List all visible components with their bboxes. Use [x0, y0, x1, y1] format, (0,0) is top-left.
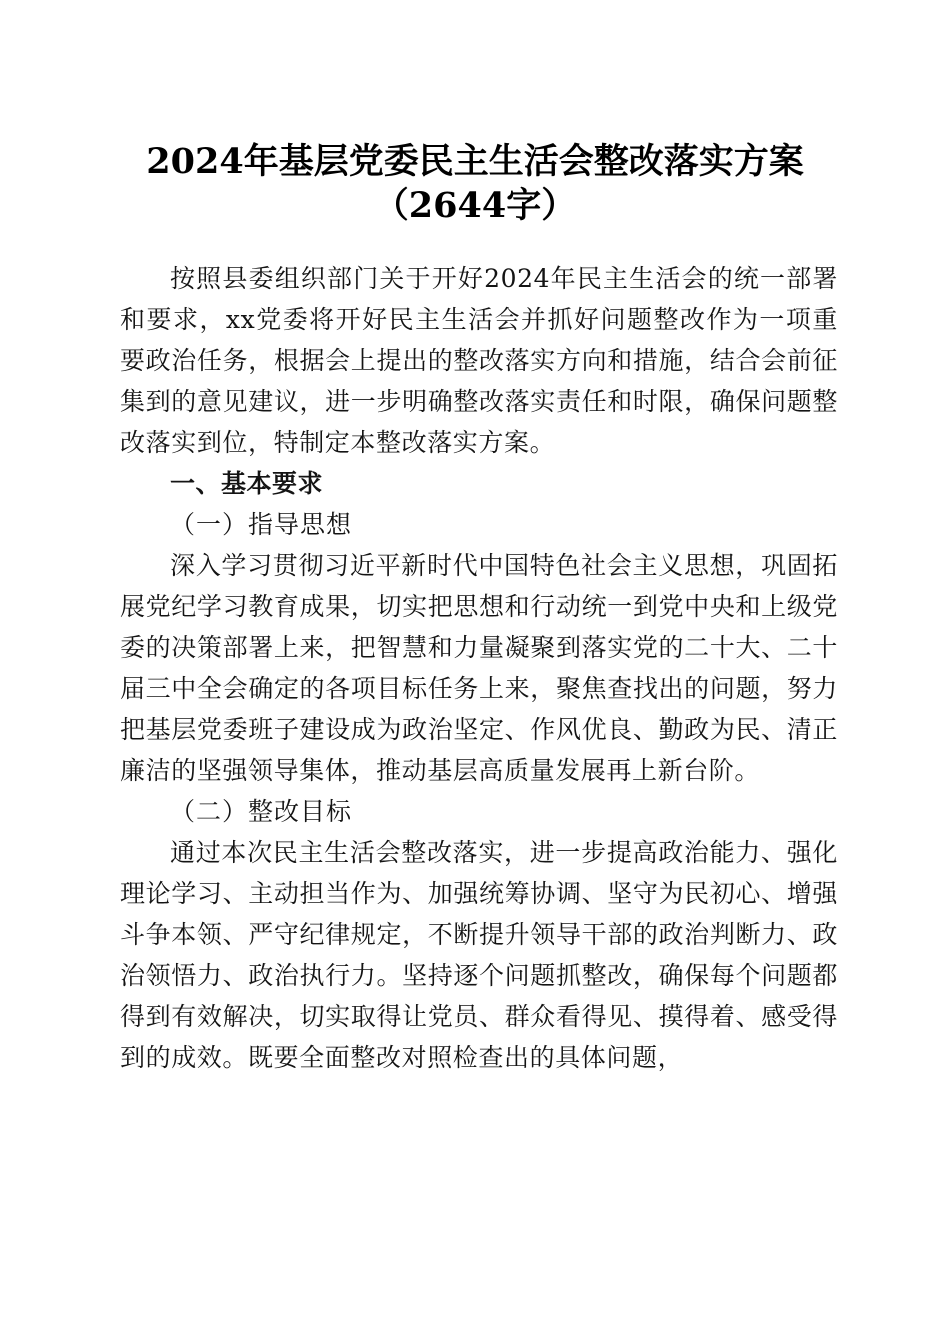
document-title — [0, 140, 950, 228]
guiding-thought-paragraph: 深入学习贯彻习近平新时代中国特色社会主义思想，巩固拓展党纪学习教育成果，切实把思想和行动统一到党中央和上级党委的决策部署上来，把智慧和力量凝聚到落实党的二十大、二十届三中全会确定的各项目标任务上来，聚焦查找出的问题，努力把基层党委班子建设成为政治坚定、作风优良、勤政为民、清正廉洁的坚强领导集体，推动基层高质量发展再上新台阶。 — [120, 551, 838, 785]
subsection-heading-rectification-goals: （二）整改目标 — [170, 797, 353, 826]
intro-paragraph: 按照县委组织部门关于开好2024年民主生活会的统一部署和要求，xx党委将开好民主生活会并抓好问题整改作为一项重要政治任务，根据会上提出的整改落实方向和措施，结合会前征集到的意见建议，进一步明确整改落实责任和时限，确保问题整改落实到位，特制定本整改落实方案。 — [120, 264, 838, 457]
rectification-goals-paragraph: 通过本次民主生活会整改落实，进一步提高政治能力、强化理论学习、主动担当作为、加强统筹协调、坚守为民初心、增强斗争本领、严守纪律规定，不断提升领导干部的政治判断力、政治领悟力、政治执行力。坚持逐个问题抓整改，确保每个问题都得到有效解决，切实取得让党员、群众看得见、摸得着、感受得到的成效。既要全面整改对照检查出的具体问题， — [120, 838, 838, 1072]
document-body — [120, 258, 838, 1078]
title-line-wordcount: （2644字） — [373, 185, 577, 226]
title-line-main: 2024年基层党委民主生活会整改落实方案 — [146, 141, 804, 182]
section-heading-basic-requirements: 一、基本要求 — [170, 469, 324, 498]
subsection-heading-guiding-thought: （一）指导思想 — [170, 510, 353, 539]
